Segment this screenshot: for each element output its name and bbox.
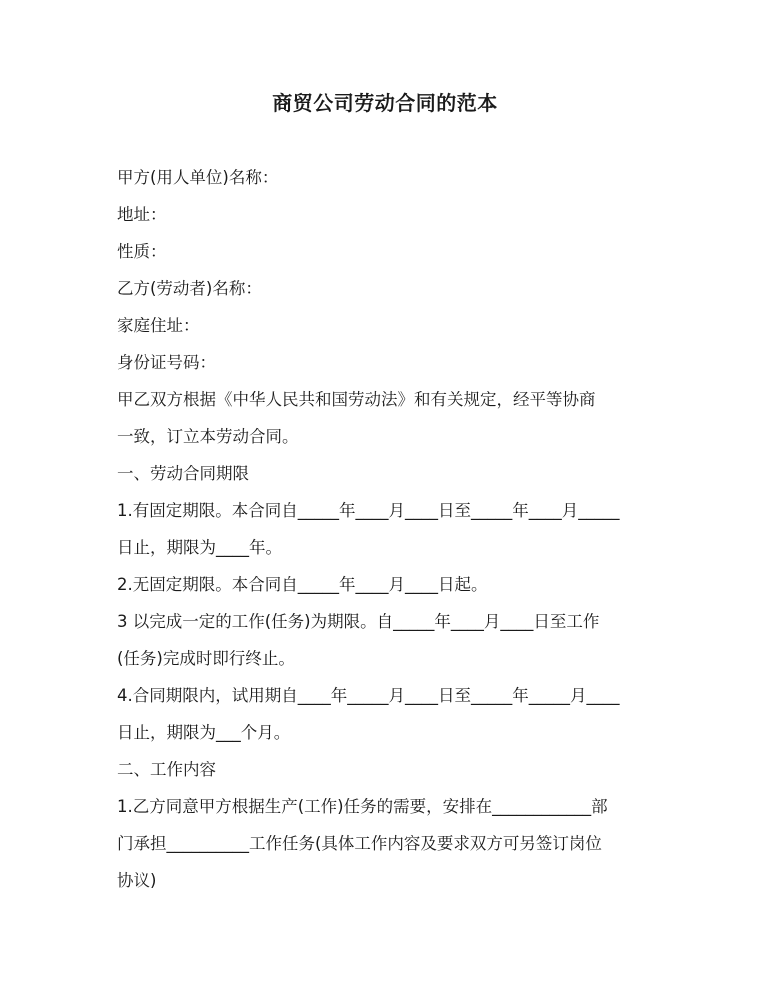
- clause-task-term-line-1: 3 以完成一定的工作(任务)为期限。自_____年____月____日至工作: [117, 612, 600, 631]
- section-heading-work-content: 二、工作内容: [117, 760, 216, 779]
- clause-work-assignment-line-1: 1.乙方同意甲方根据生产(工作)任务的需要，安排在____________部: [117, 797, 608, 816]
- clause-work-assignment-line-2: 门承担__________工作任务(具体工作内容及要求双方可另签订岗位: [117, 834, 602, 853]
- clause-fixed-term-line-1: 1.有固定期限。本合同自_____年____月____日至_____年____月_____: [117, 501, 620, 520]
- clause-probation-line-2: 日止，期限为___个月。: [117, 723, 291, 742]
- clause-work-assignment-line-3: 协议): [117, 871, 157, 890]
- clause-fixed-term-line-2: 日止，期限为____年。: [117, 538, 282, 557]
- preamble-line-1: 甲乙双方根据《中华人民共和国劳动法》和有关规定，经平等协商: [117, 390, 596, 409]
- party-a-address-line: 地址：: [117, 205, 167, 224]
- clause-probation-line-1: 4.合同期限内，试用期自____年_____月____日至_____年_____月____: [117, 686, 620, 705]
- clause-open-term-line: 2.无固定期限。本合同自_____年____月____日起。: [117, 575, 488, 594]
- id-number-line: 身份证号码：: [117, 353, 216, 372]
- party-a-nature-line: 性质：: [117, 242, 167, 261]
- clause-task-term-line-2: (任务)完成时即行终止。: [117, 649, 295, 668]
- document-title: 商贸公司劳动合同的范本: [272, 91, 498, 115]
- party-a-name-line: 甲方(用人单位)名称：: [117, 168, 279, 187]
- preamble-line-2: 一致，订立本劳动合同。: [117, 427, 299, 446]
- section-heading-contract-term: 一、劳动合同期限: [117, 464, 249, 483]
- document-body: [117, 159, 657, 899]
- party-b-home-address-line: 家庭住址：: [117, 316, 200, 335]
- party-b-name-line: 乙方(劳动者)名称：: [117, 279, 262, 298]
